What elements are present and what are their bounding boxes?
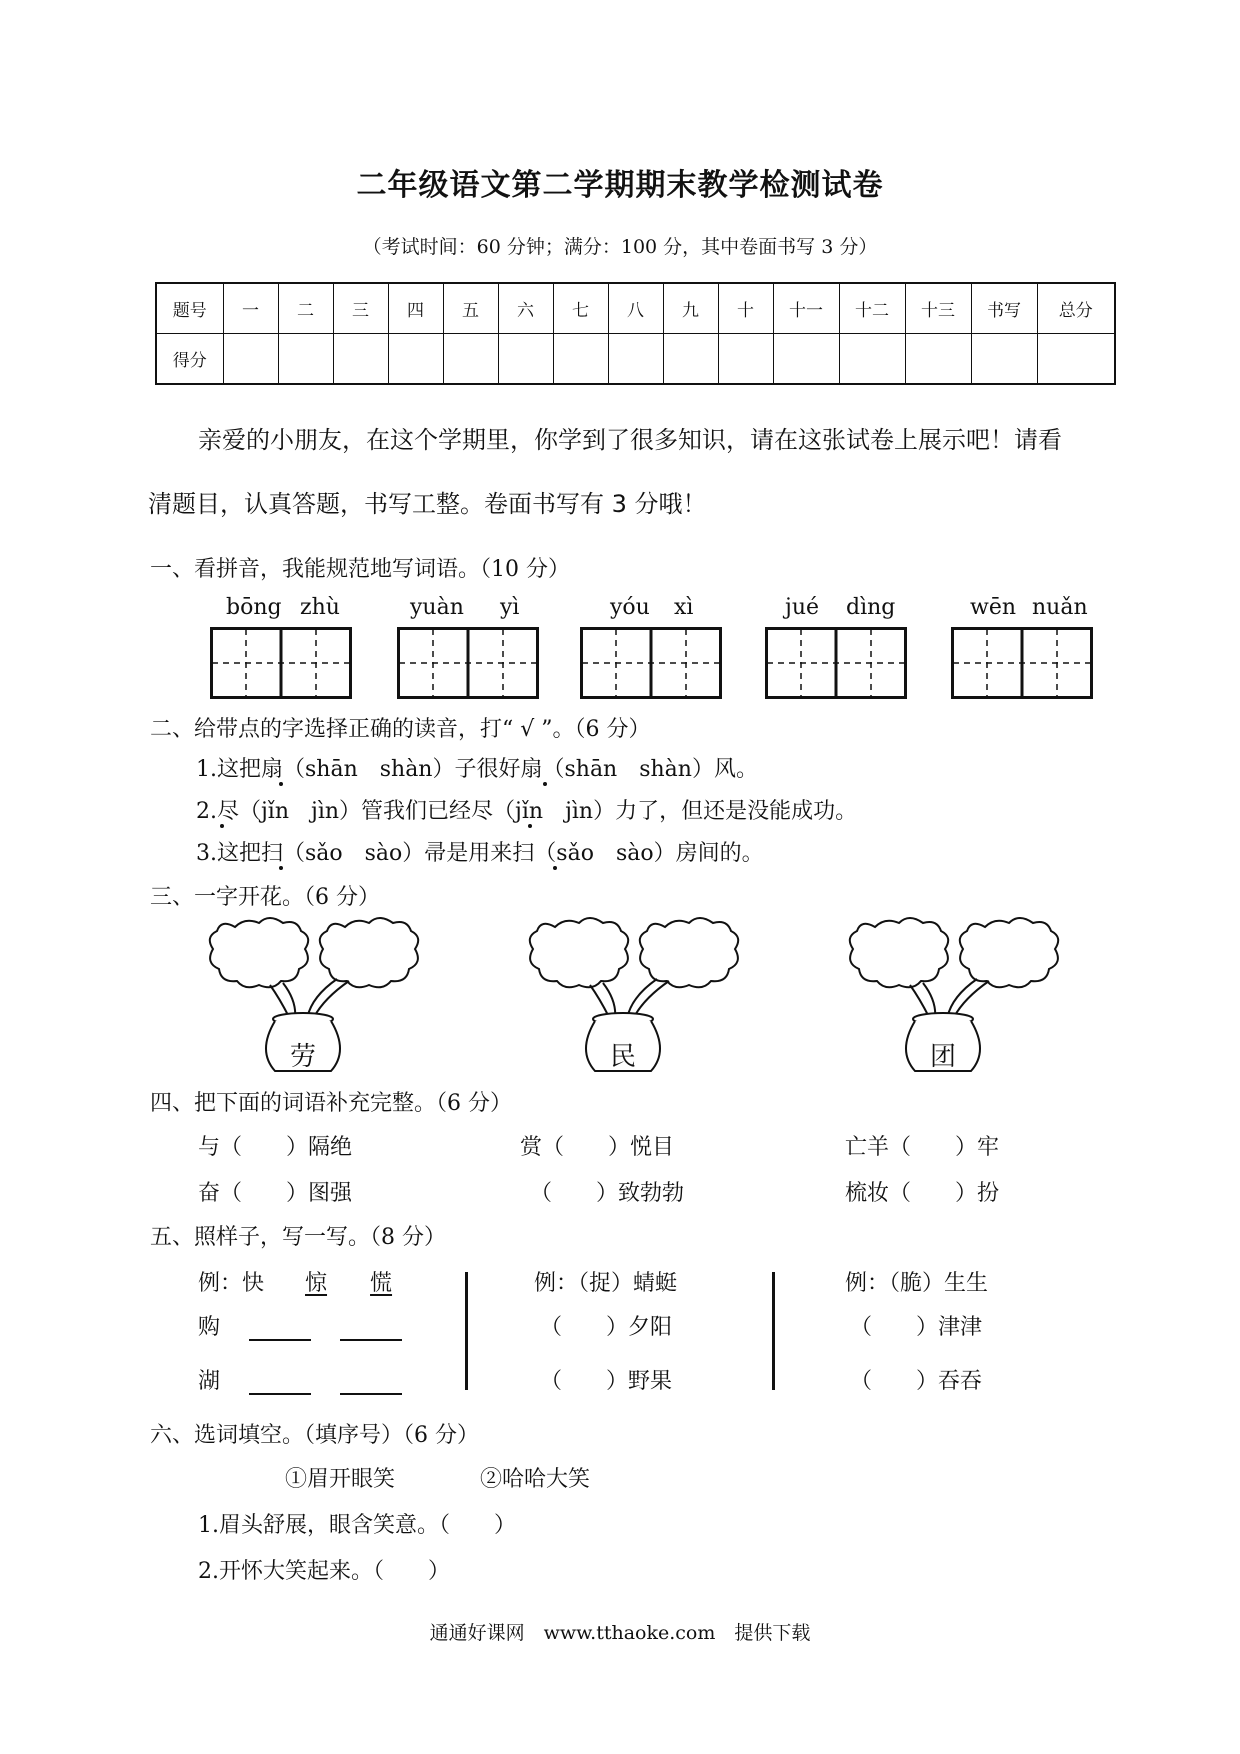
score-table-col: 总分 [1037,283,1115,334]
word-flower-3 [835,915,1095,1075]
cloud-vase-icon [835,915,1095,1075]
q1-pinyin: nuǎn [1032,595,1088,620]
score-cell[interactable] [663,334,718,385]
q2-heading: 二、给带点的字选择正确的读音，打“ √ ”。（6 分） [150,717,651,742]
q1-pinyin: zhù [300,595,340,620]
score-cell[interactable] [278,334,333,385]
q1-pinyin: yóu [610,595,650,620]
q4-item: 赏（ ）悦目 [520,1135,675,1160]
q6-item: 2.开怀大笑起来。（ ） [198,1559,450,1584]
score-cell[interactable] [443,334,498,385]
q5-example-word: 慌 [370,1271,393,1296]
q4-item: 亡羊（ ）牢 [845,1135,1000,1160]
score-cell[interactable] [223,334,278,385]
q5-example-1 [198,1266,392,1297]
word-flower-1 [195,915,455,1075]
q5-heading: 五、照样子，写一写。（8 分） [150,1225,446,1250]
score-table-col: 二 [278,283,333,334]
exam-title: 二年级语文第二学期期末教学检测试卷 [356,168,884,203]
q5-col3-line: （ ）吞吞 [850,1369,983,1394]
q6-item: 1.眉头舒展，眼含笑意。（ ） [198,1513,516,1538]
emphasis-dot [220,824,224,828]
score-table-col: 七 [553,283,608,334]
cloud-vase-icon [515,915,775,1075]
score-cell[interactable] [971,334,1037,385]
score-cell[interactable] [608,334,663,385]
answer-blank[interactable] [340,1367,402,1395]
score-cell[interactable] [718,334,773,385]
q1-pinyin: dìng [846,595,896,620]
emphasis-dot [279,866,283,870]
q1-pinyin: bōng [226,595,282,620]
q2-item: 1.这把扇（shān shàn）子很好扇（shān shàn）风。 [196,757,758,782]
intro-line-1: 亲爱的小朋友，在这个学期里，你学到了很多知识，请在这张试卷上展示吧！请看 [198,426,1062,454]
score-cell[interactable] [553,334,608,385]
vase-character: 民 [610,1042,637,1072]
score-table-col: 三 [333,283,388,334]
cloud-vase-icon [195,915,455,1075]
q5-col3-line: 例：（脆）生生 [845,1271,989,1296]
q6-option: ①眉开眼笑 [285,1467,396,1492]
word-flower-2 [515,915,775,1075]
q5-col2-line: （ ）夕阳 [540,1315,673,1340]
exam-subtitle: （考试时间：60 分钟；满分：100 分，其中卷面书写 3 分） [362,236,878,258]
score-cell[interactable] [839,334,905,385]
q4-item: 与（ ）隔绝 [198,1135,353,1160]
answer-blank[interactable] [340,1313,402,1341]
q5-example-word: 惊 [305,1271,328,1296]
score-table-col: 九 [663,283,718,334]
q5-item-char: 购 [198,1315,221,1340]
score-table-col: 八 [608,283,663,334]
footer-credit: 通通好课网 www.tthaoke.com 提供下载 [429,1622,811,1644]
q6-option: ②哈哈大笑 [480,1467,591,1492]
writing-grid[interactable] [765,627,905,697]
score-cell[interactable] [498,334,553,385]
column-divider [465,1272,468,1390]
q5-item-row [198,1364,402,1395]
writing-grid[interactable] [210,627,350,697]
writing-grid[interactable] [397,627,537,697]
score-table-col: 一 [223,283,278,334]
q3-heading: 三、一字开花。（6 分） [150,885,380,910]
q4-item: 梳妆（ ）扮 [845,1181,1000,1206]
emphasis-dot [543,782,547,786]
score-table [155,282,1116,385]
q1-pinyin: wēn [970,595,1017,620]
writing-grid[interactable] [951,627,1091,697]
q1-pinyin: yuàn [410,595,464,620]
q1-heading: 一、看拼音，我能规范地写词语。（10 分） [150,557,570,582]
score-cell[interactable] [388,334,443,385]
vase-character: 团 [930,1042,957,1072]
emphasis-dot [528,824,532,828]
score-cell[interactable] [905,334,971,385]
score-table-col: 十 [718,283,773,334]
q5-col2-line: 例：（捉）蜻蜓 [534,1271,678,1296]
score-table-header-row [156,283,1115,334]
score-table-col: 六 [498,283,553,334]
score-table-col: 书写 [971,283,1037,334]
q2-item: 2.尽（jǐn jìn）管我们已经尽（jǐn jìn）力了，但还是没能成功。 [196,799,858,824]
q5-item-char: 湖 [198,1369,221,1394]
q1-pinyin: jué [785,595,820,620]
score-cell[interactable] [773,334,839,385]
q5-item-row [198,1310,402,1341]
column-divider [772,1272,775,1390]
q1-pinyin: yì [500,595,520,620]
q5-col2-line: （ ）野果 [540,1369,673,1394]
score-table-header-label: 题号 [156,283,223,334]
emphasis-dot [279,782,283,786]
q4-item: 奋（ ）图强 [198,1181,353,1206]
q6-heading: 六、选词填空。（填序号）（6 分） [150,1423,479,1448]
score-table-col: 十一 [773,283,839,334]
emphasis-dot [553,866,557,870]
q5-example-prefix: 例：快 [198,1271,265,1296]
score-table-col: 四 [388,283,443,334]
score-table-col: 十二 [839,283,905,334]
q4-item: （ ）致勃勃 [530,1181,685,1206]
intro-line-2: 清题目，认真答题，书写工整。卷面书写有 3 分哦！ [148,490,707,518]
writing-grid[interactable] [580,627,720,697]
q1-pinyin: xì [674,595,694,620]
score-table-col: 五 [443,283,498,334]
score-cell[interactable] [333,334,388,385]
score-table-score-row [156,334,1115,385]
q2-item: 3.这把扫（sǎo sào）帚是用来扫（sǎo sào）房间的。 [196,841,764,866]
vase-character: 劳 [290,1042,317,1072]
answer-blank[interactable] [249,1367,311,1395]
score-table-col: 十三 [905,283,971,334]
q5-col3-line: （ ）津津 [850,1315,983,1340]
q4-heading: 四、把下面的词语补充完整。（6 分） [150,1091,512,1116]
score-table-score-label: 得分 [156,334,223,385]
score-cell[interactable] [1037,334,1115,385]
answer-blank[interactable] [249,1313,311,1341]
